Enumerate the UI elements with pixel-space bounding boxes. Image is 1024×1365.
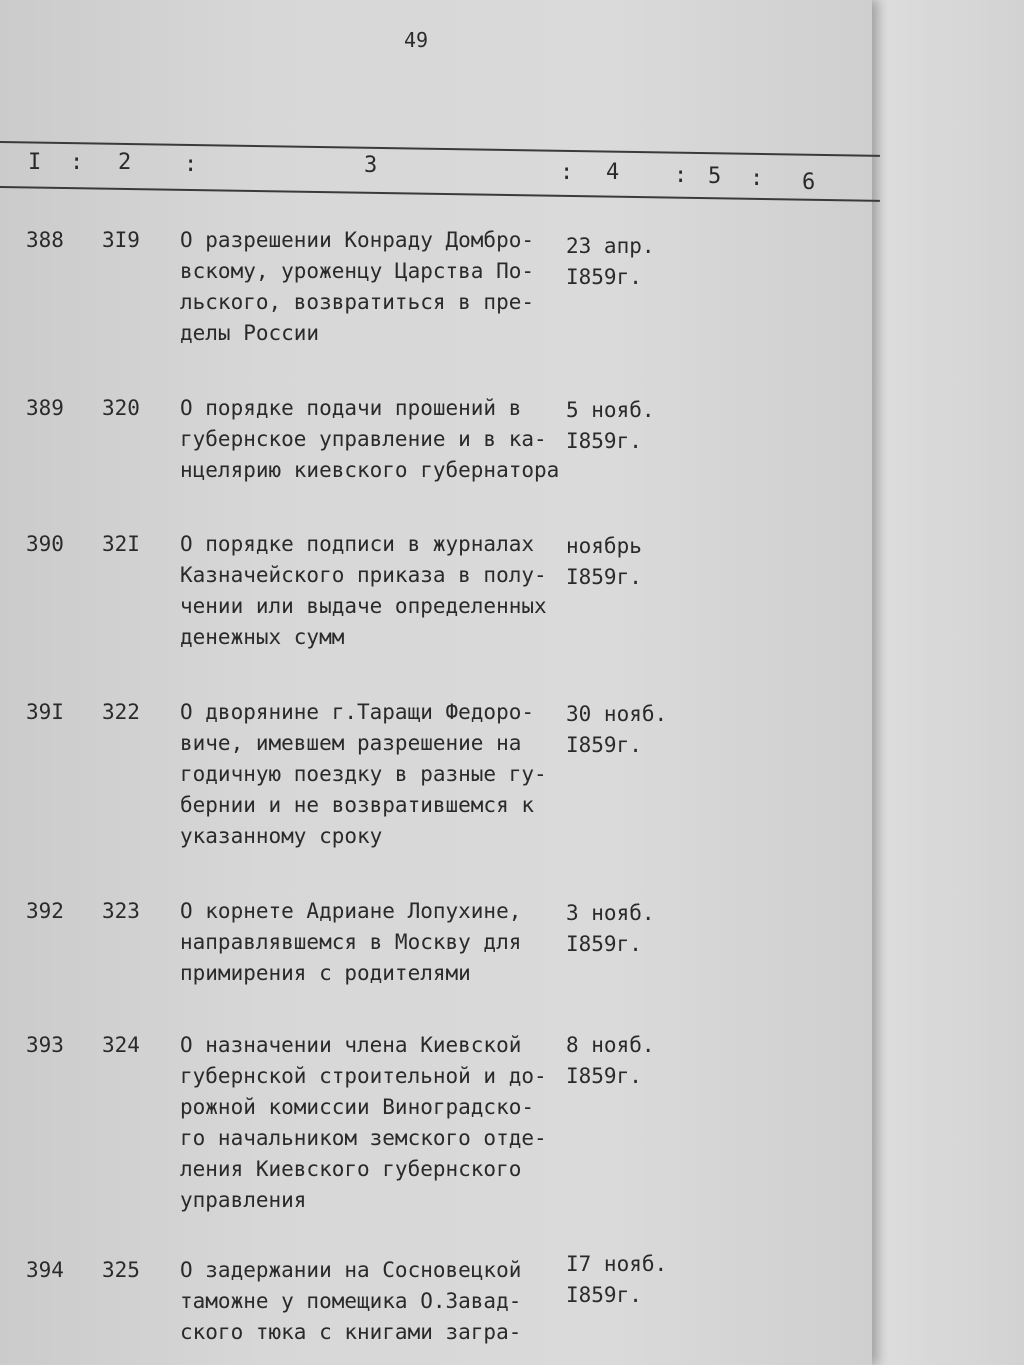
entry-description: О назначении члена Киевской губернской строительной и до- рожной комиссии Виноградско- го начальником земского отде- ления Киевского губернского управления <box>180 1033 547 1212</box>
entry-date: 23 апр. I859г. <box>566 234 655 289</box>
column-header-6: 6 <box>802 170 816 195</box>
file-number: 3I9 <box>102 228 140 252</box>
file-number: 323 <box>102 899 140 923</box>
entry-date: I7 нояб. I859г. <box>566 1252 668 1307</box>
entry-date: 30 нояб. I859г. <box>566 702 668 757</box>
entry-number: 39I <box>26 700 64 724</box>
entry-number: 393 <box>26 1033 64 1057</box>
entry-description: О корнете Адриане Лопухине, направлявшемся в Москву для примирения с родителями <box>180 899 522 985</box>
entry-number: 388 <box>26 228 64 252</box>
file-number: 320 <box>102 396 140 420</box>
column-separator: : <box>674 163 688 188</box>
entry-number: 389 <box>26 396 64 420</box>
entry-description: О задержании на Сосновецкой таможне у помещика О.Завад- ского тюка с книгами загра- <box>180 1258 522 1344</box>
column-separator: : <box>750 166 764 191</box>
column-header-5: 5 <box>708 164 722 189</box>
entry-number: 392 <box>26 899 64 923</box>
entry-date: 8 нояб. I859г. <box>566 1033 655 1088</box>
column-header-2: 2 <box>118 150 132 175</box>
entry-description: О порядке подписи в журналах Казначейского приказа в полу- чении или выдаче определенных денежных сумм <box>180 532 547 649</box>
entry-date: 3 нояб. I859г. <box>566 901 655 956</box>
file-number: 325 <box>102 1258 140 1282</box>
column-separator: : <box>70 150 84 175</box>
entry-number: 394 <box>26 1258 64 1282</box>
column-header-1: I <box>28 150 42 175</box>
file-number: 32I <box>102 532 140 556</box>
column-header-4: 4 <box>606 160 620 185</box>
page-number: 49 <box>404 28 429 52</box>
entry-number: 390 <box>26 532 64 556</box>
entry-description: О дворянине г.Таращи Федоро- виче, имевшем разрешение на годичную поездку в разные гу- бернии и не возвратившемся к указанному сроку <box>180 700 547 848</box>
entry-date: ноябрь I859г. <box>566 534 642 589</box>
entry-description: О порядке подачи прошений в губернское управление и в ка- нцелярию киевского губернатора <box>180 396 560 482</box>
file-number: 322 <box>102 700 140 724</box>
file-number: 324 <box>102 1033 140 1057</box>
column-separator: : <box>184 152 198 177</box>
header-top-rule <box>0 141 880 157</box>
entry-date: 5 нояб. I859г. <box>566 398 655 453</box>
header-bottom-rule <box>0 186 880 202</box>
entry-description: О разрешении Конраду Домбро- вскому, уроженцу Царства По- льского, возвратиться в пре- делы России <box>180 228 535 345</box>
column-header-3: 3 <box>364 153 378 178</box>
column-separator: : <box>560 160 574 185</box>
